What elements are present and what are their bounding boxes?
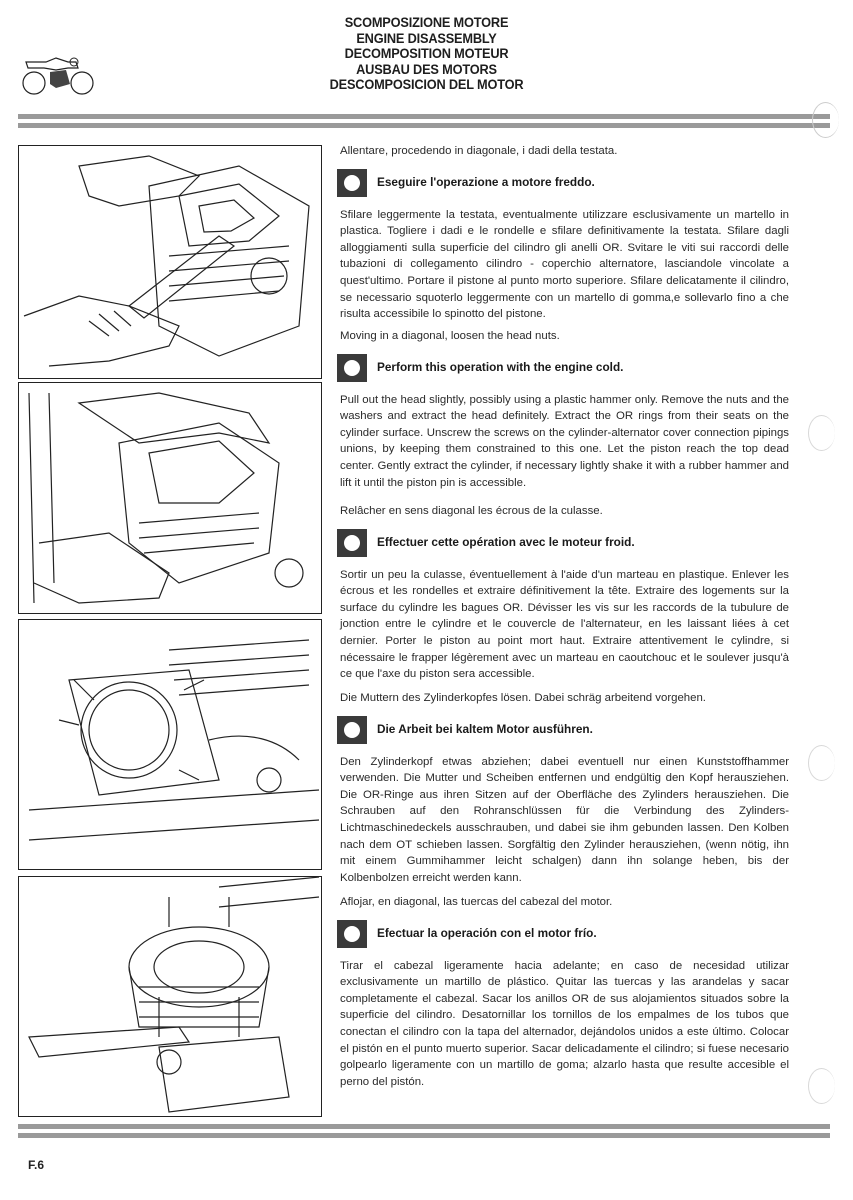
figure-head-nuts	[18, 145, 322, 379]
binder-hole	[808, 1068, 835, 1104]
divider	[18, 1124, 830, 1129]
intro-text: Relâcher en sens diagonal les écrous de la culasse.	[340, 505, 603, 517]
warning-icon	[337, 354, 367, 382]
title-de: AUSBAU DES MOTORS	[356, 61, 497, 78]
binder-hole	[812, 102, 839, 138]
warning-text: Perform this operation with the engine cold.	[377, 360, 624, 375]
intro-text: Aflojar, en diagonal, las tuercas del cabezal del motor.	[340, 896, 613, 908]
warning-text: Die Arbeit bei kaltem Motor ausführen.	[377, 722, 593, 737]
warning-icon	[337, 529, 367, 557]
warning-text: Eseguire l'operazione a motore freddo.	[377, 175, 595, 190]
title-es: DESCOMPOSICION DEL MOTOR	[329, 77, 524, 93]
divider	[18, 1133, 830, 1138]
section-english	[340, 328, 789, 491]
section-italian	[340, 143, 789, 323]
binder-hole	[808, 745, 835, 781]
divider	[18, 114, 830, 119]
warning-icon	[337, 169, 367, 197]
body-text: Den Zylinderkopf etwas abziehen; dabei eventuell nur einen Kunststoffhammer verwenden. Die Mutter und Scheiben entfernen und endgültig den Kopf herausziehen. Die OR-Ringe aus ihren Sitzen auf der Oberfläche des Zylinders herausziehen. Die Schrauben auf den Rohranschlüssen für die Verbindung des Zylinders- Lichtmaschinedeckels ausschrauben, und dabei sie ihm gebunden lassen. Den Kolben nach dem OT schieben lassen. Sorgfältig den Zylinder herausziehen, (wenn nötig, ihn mit einem Gummihammer leicht schalgen) dann ihn solange heben, bis der Kolbenbolzen erreicht werden kann.	[340, 755, 789, 884]
title-it: SCOMPOSIZIONE MOTORE	[344, 15, 509, 31]
warning-text: Efectuar la operación con el motor frío.	[377, 926, 597, 941]
intro-text: Moving in a diagonal, loosen the head nuts.	[340, 330, 560, 342]
figure-head-removal	[18, 382, 322, 614]
figure-cylinder-extraction	[18, 876, 322, 1117]
divider	[18, 123, 830, 128]
body-text: Sortir un peu la culasse, éventuellement à l'aide d'un marteau en plastique. Enlever les écrous et les rondelles et extraire définitivement la tête. Extraire des logements sur la surface du cylindre les bagues OR. Dévisser les vis sur les raccords de la tubulure de jonction entre le cylindre et le couvercle de l'alternateur, en les laissant liées à cet dernier. Porter le piston au point mort haut. Extraire attentivement le cylindre, si nécessaire le frapper légèrement avec un marteau en caoutchouc et le soulever jusqu'à ce que l'axe du piston sera accessible.	[340, 568, 789, 681]
binder-hole	[808, 415, 835, 451]
warning-icon	[337, 920, 367, 948]
warning-note	[337, 529, 789, 557]
page-title	[0, 16, 853, 94]
section-spanish	[340, 894, 789, 1090]
warning-icon	[337, 716, 367, 744]
intro-text: Die Muttern des Zylinderkopfes lösen. Dabei schräg arbeitend vorgehen.	[340, 692, 706, 704]
body-text: Sfilare leggermente la testata, eventualmente utilizzare esclusivamente un martello in plastica. Togliere i dadi e le rondelle e sfilare definitivamente la testata. Sfilare dagli alloggiamenti sulla superficie del cilindro gli anelli OR. Svitare le viti sui raccordi delle tubazioni di collegamento cilindro - coperchio alternatore, lasciandole vincolate a quest'ultimo. Portare il pistone al punto morto superiore. Sfilare delicatamente il cilindro, se necessario squoterlo leggermente con un martello di gomma,e sollevarlo fino a che risulta accessibile lo spinotto del pistone.	[340, 208, 789, 321]
warning-note	[337, 354, 789, 382]
intro-text: Allentare, procedendo in diagonale, i dadi della testata.	[340, 145, 618, 157]
warning-note	[337, 920, 789, 948]
section-french	[340, 503, 789, 683]
warning-note	[337, 169, 789, 197]
title-en: ENGINE DISASSEMBLY	[356, 30, 497, 47]
page-number: F.6	[28, 1158, 45, 1172]
title-fr: DECOMPOSITION MOTEUR	[344, 46, 509, 62]
section-german	[340, 690, 789, 886]
warning-text: Effectuer cette opération avec le moteur froid.	[377, 535, 635, 550]
body-text: Tirar el cabezal ligeramente hacia adelante; en caso de necesidad utilizar exclusivamente un martillo de plástico. Quitar las tuercas y las arandelas y sacar completamente el cabezal. Sacar los anillos OR de sus alojamientos situados sobre la superficie del cilindro. Desatornillar los tornillos de los empalmes de los tubos que conectan el cilindro con la tapa del alternador, dejándolos unidos a este último. Colocar el pistón en el punto muerto superior. Sacar delicadamente el cilindro; si fuese necesario golpearlo ligeramente con un martillo de goma; alzarlo hasta que resulte accesible el perno del pistón.	[340, 959, 789, 1088]
warning-note	[337, 716, 789, 744]
body-text: Pull out the head slightly, possibly using a plastic hammer only. Remove the nuts and the washers and extract the head definitely. Extract the OR rings from their seats on the cylinder surface. Unscrew the screws on the cylinder-alternator cover connection pipings unions, by keeping them constrained to this one. Let the piston reach the top dead center. Gently extract the cylinder, if necessary lightly shake it with a rubber hammer and lift it until the piston pin is accessible.	[340, 393, 789, 489]
figure-cylinder-studs	[18, 619, 322, 870]
